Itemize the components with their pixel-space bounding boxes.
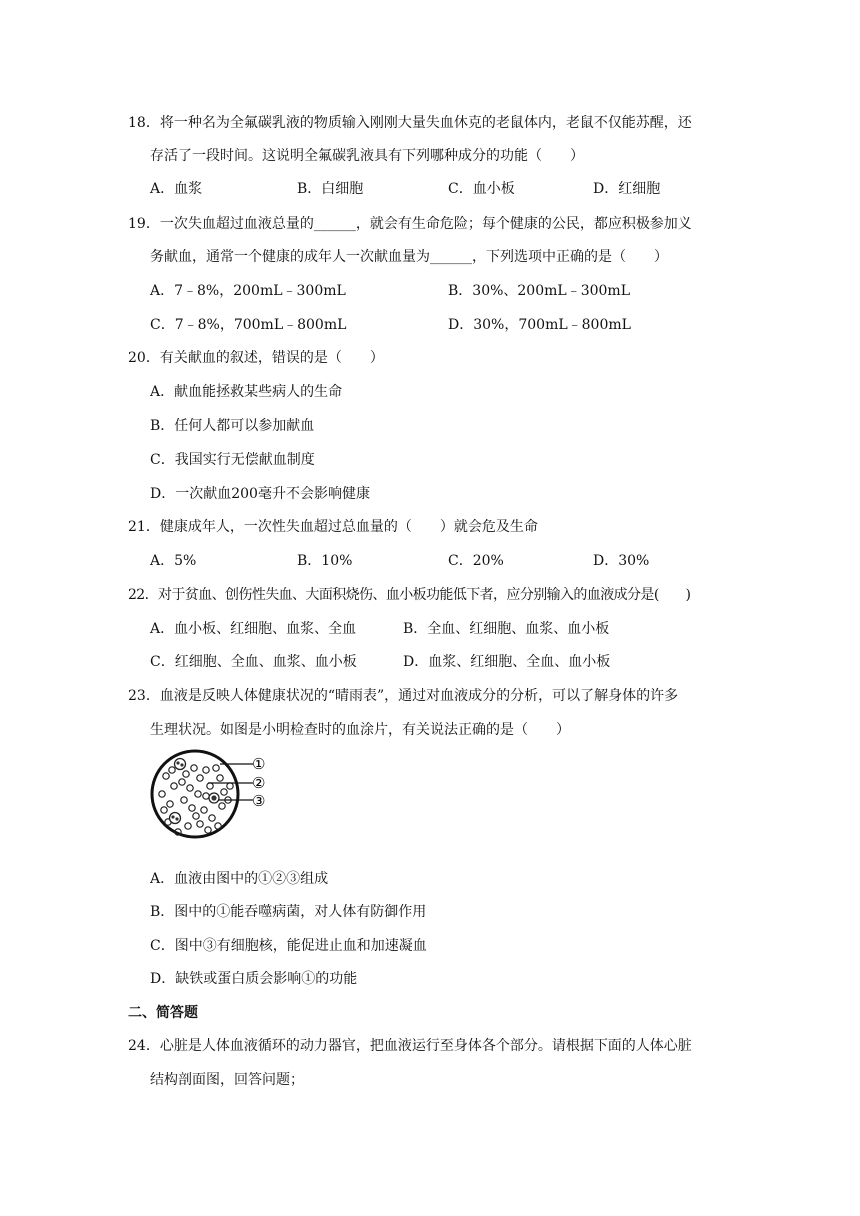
q19-option-b: B．30%、200mL﹣300mL [448, 283, 630, 299]
blood-smear-figure [148, 748, 273, 840]
q22-line-1: 22．对于贫血、创伤性失血、大面积烧伤、血小板功能低下者，应分别输入的血液成分是( ) [128, 587, 691, 603]
q22-option-d: D．血浆、红细胞、全血、血小板 [403, 654, 611, 670]
q22-option-b: B．全血、红细胞、血浆、血小板 [403, 621, 610, 637]
q23-option-d: D．缺铁或蛋白质会影响①的功能 [150, 971, 358, 987]
q18-line-2: 存活了一段时间。这说明全氟碳乳液具有下列哪种成分的功能（ ） [150, 148, 584, 164]
q19-option-c: C．7﹣8%，700mL﹣800mL [150, 317, 347, 333]
q19-option-d: D．30%，700mL﹣800mL [448, 317, 631, 333]
q20-option-d: D．一次献血200毫升不会影响健康 [150, 486, 370, 502]
q22-option-c: C．红细胞、全血、血浆、血小板 [150, 654, 357, 670]
q23-option-c: C．图中③有细胞核，能促进止血和加速凝血 [150, 938, 427, 954]
white-blood-cell [209, 793, 219, 803]
q19-option-a: A．7﹣8%，200mL﹣300mL [150, 283, 346, 299]
q21-option-d: D．30% [593, 553, 650, 569]
q21-option-b: B．10% [297, 553, 353, 569]
q21-line-1: 21．健康成年人，一次性失血超过总血量的（ ）就会危及生命 [128, 519, 538, 535]
figure-label-3: ③ [252, 792, 266, 810]
q23-line-1: 23．血液是反映人体健康状况的“晴雨表”，通过对血液成分的分析，可以了解身体的许多 [128, 688, 679, 704]
figure-label-1: ① [252, 755, 266, 773]
figure-label-2: ② [252, 774, 266, 792]
q18-option-b: B．白细胞 [297, 181, 364, 197]
q24-line-2: 结构剖面图，回答问题； [150, 1072, 304, 1088]
q21-option-c: C．20% [448, 553, 504, 569]
q24-line-1: 24．心脏是人体血液循环的动力器官，把血液运行至身体各个部分。请根据下面的人体心脏 [128, 1038, 692, 1054]
q20-option-c: C．我国实行无偿献血制度 [150, 452, 315, 468]
white-blood-cell [175, 759, 186, 770]
q18-option-c: C．血小板 [448, 181, 515, 197]
q18-line-1: 18．将一种名为全氟碳乳液的物质输入刚刚大量失血休克的老鼠体内，老鼠不仅能苏醒，还 [128, 115, 692, 131]
q23-line-2: 生理状况。如图是小明检查时的血涂片，有关说法正确的是（ ） [150, 722, 570, 738]
q23-option-b: B．图中的①能吞噬病菌，对人体有防御作用 [150, 904, 427, 920]
q22-option-a: A．血小板、红细胞、血浆、全血 [150, 621, 357, 637]
q21-option-a: A．5% [150, 553, 197, 569]
q19-line-1: 19．一次失血超过血液总量的______，就会有生命危险；每个健康的公民，都应积极参加义 [128, 216, 692, 232]
q20-line-1: 20．有关献血的叙述，错误的是（ ） [128, 350, 384, 366]
section-heading: 二、简答题 [128, 1005, 198, 1021]
q20-option-a: A．献血能拯救某些病人的生命 [150, 384, 343, 400]
q23-option-a: A．血液由图中的①②③组成 [150, 871, 329, 887]
white-blood-cell [170, 813, 181, 824]
q19-line-2: 务献血，通常一个健康的成年人一次献血量为______，下列选项中正确的是（ ） [150, 249, 668, 265]
q18-option-a: A．血浆 [150, 181, 203, 197]
q20-option-b: B．任何人都可以参加献血 [150, 418, 315, 434]
q18-option-d: D．红细胞 [593, 181, 661, 197]
